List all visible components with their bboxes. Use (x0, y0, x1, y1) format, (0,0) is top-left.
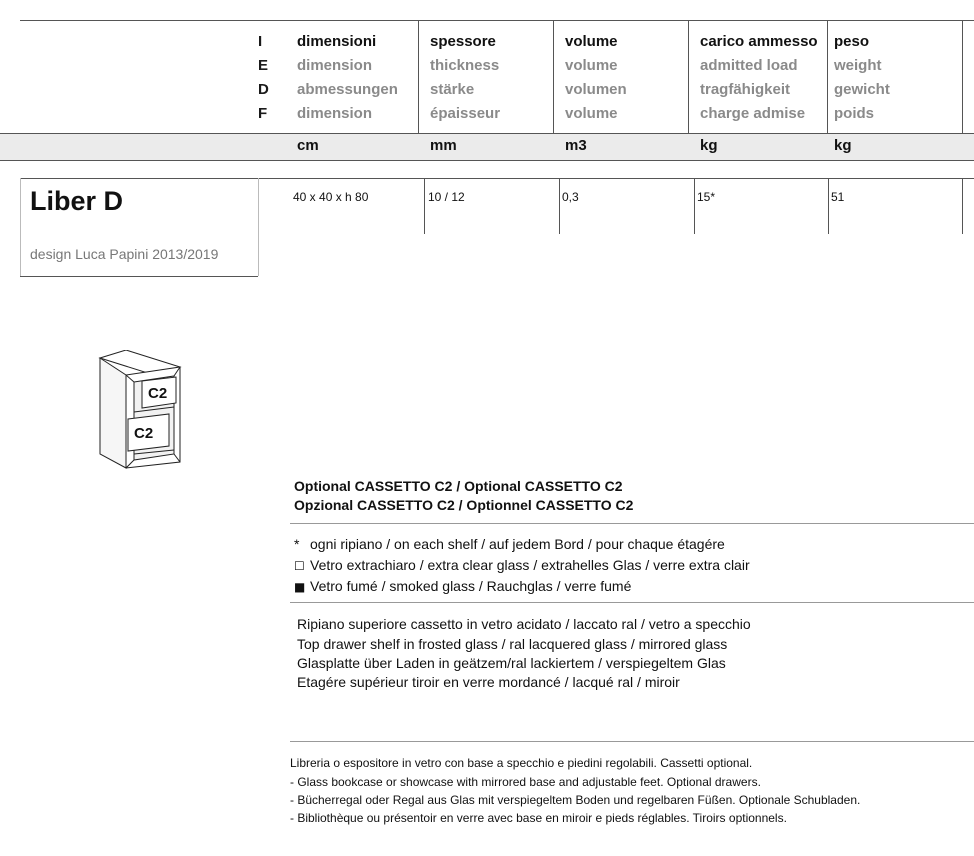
table-top-rule (20, 20, 974, 21)
optional-line-1: Optional CASSETTO C2 / Optional CASSETTO C2 (294, 478, 623, 494)
description-de: - Bücherregal oder Regal aus Glas mit verspiegeltem Boden und regelbaren Füßen. Optionale Schubladen. (290, 793, 861, 807)
section-rule (290, 741, 974, 742)
section-rule (290, 523, 974, 524)
legend-item-each-shelf: * ogni ripiano / on each shelf / auf jedem Bord / pour chaque étagére (294, 536, 725, 552)
column-divider (962, 20, 963, 133)
shelf-note-it: Ripiano superiore cassetto in vetro acidato / laccato ral / vetro a specchio (297, 616, 751, 632)
drawing-side-face (100, 358, 126, 468)
shelf-note-en: Top drawer shelf in frosted glass / ral lacquered glass / mirrored glass (297, 636, 728, 652)
column-header-dimensions: dimensioni dimension abmessungen dimension (297, 33, 398, 122)
units-bar-bottom-rule (0, 160, 974, 161)
legend-item-extra-clear: ☐ Vetro extrachiaro / extra clear glass / extrahelles Glas / verre extra clair (294, 555, 750, 576)
value-weight: 51 (831, 190, 845, 204)
lang-code-fr: F (258, 105, 268, 122)
value-load: 15* (697, 190, 716, 204)
column-header-load: carico ammesso admitted load tragfähigkeit charge admise (700, 33, 818, 122)
filled-square-icon: ■ (294, 580, 306, 594)
description-fr: - Bibliothèque ou présentoir en verre avec base en miroir e pieds réglables. Tiroirs optionnels. (290, 811, 787, 825)
units-bar (0, 133, 974, 160)
column-header-weight: peso weight gewicht poids (834, 33, 890, 122)
description-en: - Glass bookcase or showcase with mirrored base and adjustable feet. Optional drawers. (290, 775, 761, 789)
column-divider (553, 20, 554, 133)
shelf-note-de: Glasplatte über Laden in geätzem/ral lackiertem / verspiegeltem Glas (297, 655, 726, 671)
product-row-rule (20, 178, 974, 179)
description-it: Libreria o espositore in vetro con base a specchio e piedini regolabili. Cassetti optional. (290, 756, 753, 770)
lang-code-en: E (258, 57, 269, 74)
lang-code-it: I (258, 33, 263, 50)
unit-volume: m3 (565, 137, 587, 154)
section-rule (290, 602, 974, 603)
column-divider (424, 178, 425, 234)
lang-code-de: D (258, 81, 269, 98)
legend-item-smoked: ■ Vetro fumé / smoked glass / Rauchglas / verre fumé (294, 576, 631, 597)
product-drawing (96, 350, 186, 472)
column-divider (828, 178, 829, 234)
column-divider (962, 178, 963, 234)
unit-thickness: mm (430, 137, 457, 154)
column-divider (559, 178, 560, 234)
value-volume: 0,3 (562, 190, 579, 204)
column-divider (418, 20, 419, 133)
shelf-note-fr: Etagére supérieur tiroir en verre mordancé / lacqué ral / miroir (297, 674, 680, 690)
drawing-label-upper: C2 (148, 385, 168, 402)
optional-line-2: Opzional CASSETTO C2 / Optionnel CASSETTO C2 (294, 497, 634, 513)
empty-square-icon: ☐ (294, 559, 305, 573)
value-dimensions: 40 x 40 x h 80 (293, 190, 369, 204)
column-header-volume: volume volume volumen volume (565, 33, 627, 122)
unit-dimensions: cm (297, 137, 319, 154)
product-designer: design Luca Papini 2013/2019 (30, 246, 219, 262)
drawing-label-lower: C2 (134, 425, 154, 442)
unit-load: kg (700, 137, 718, 154)
value-thickness: 10 / 12 (428, 190, 465, 204)
column-divider (827, 20, 828, 133)
product-name: Liber D (30, 186, 124, 216)
units-bar-top-rule (0, 133, 974, 134)
asterisk-icon: * (294, 536, 300, 552)
unit-weight: kg (834, 137, 852, 154)
column-divider (688, 20, 689, 133)
designer-box-left (20, 178, 21, 276)
column-divider (694, 178, 695, 234)
column-header-thickness: spessore thickness stärke épaisseur (430, 33, 501, 122)
designer-underline (20, 276, 258, 277)
designer-box-right (258, 178, 259, 276)
